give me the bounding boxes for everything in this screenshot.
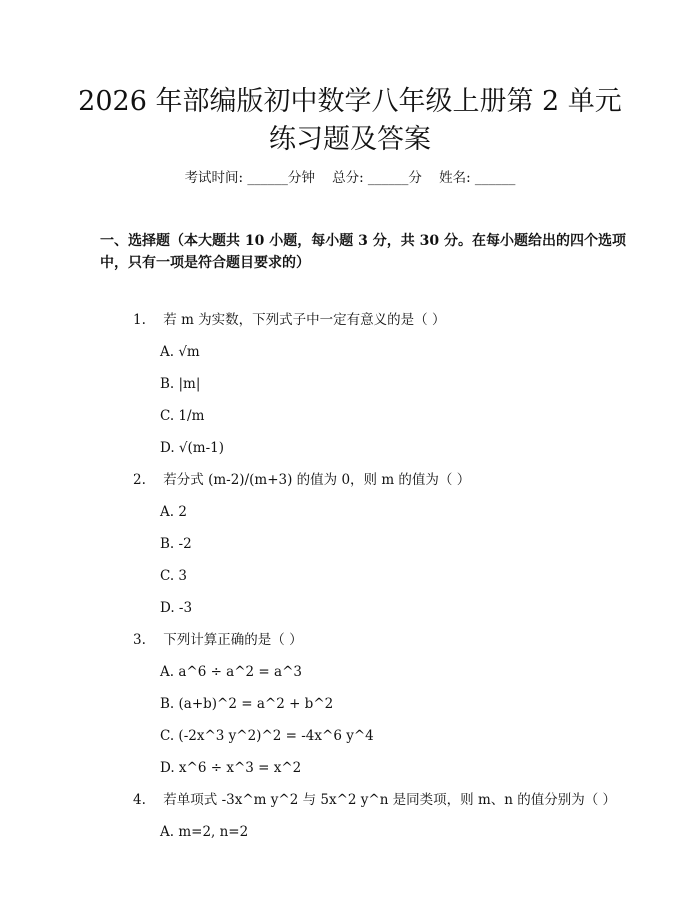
question-2-option-c: C. 3 <box>160 568 188 584</box>
question-1 <box>133 310 445 330</box>
question-1-option-b: B. |m| <box>160 376 201 392</box>
question-3 <box>133 630 303 650</box>
document-title-line-1: 2026 年部编版初中数学八年级上册第 2 单元 <box>78 86 622 117</box>
question-1-option-c: C. 1/m <box>160 408 205 424</box>
question-3-option-d: D. x^6 ÷ x^3 = x^2 <box>160 760 302 776</box>
question-text: 若 m 为实数，下列式子中一定有意义的是（ ） <box>163 312 446 328</box>
question-number: 2. <box>133 472 146 488</box>
question-2-option-a: A. 2 <box>160 504 187 520</box>
question-2-option-d: D. -3 <box>160 600 193 616</box>
question-number: 1. <box>133 312 146 328</box>
question-text: 下列计算正确的是（ ） <box>163 632 303 648</box>
question-2 <box>133 470 470 490</box>
question-2-option-b: B. -2 <box>160 536 192 552</box>
exam-meta-line: 考试时间: ______分钟 总分: ______分 姓名: ______ <box>184 170 516 186</box>
section-heading: 一、选择题（本大题共 10 小题，每小题 3 分，共 30 分。在每小题给出的四个选项中，只有一项是符合题目要求的） <box>100 233 626 271</box>
question-1-option-a: A. √m <box>160 344 200 360</box>
question-1-option-d: D. √(m-1) <box>160 440 225 456</box>
question-3-option-a: A. a^6 ÷ a^2 = a^3 <box>160 664 302 680</box>
question-4-option-a: A. m=2, n=2 <box>160 824 249 840</box>
question-3-option-b: B. (a+b)^2 = a^2 + b^2 <box>160 696 334 712</box>
question-number: 3. <box>133 632 146 648</box>
document-title-line-2: 练习题及答案 <box>269 124 431 155</box>
question-3-option-c: C. (-2x^3 y^2)^2 = -4x^6 y^4 <box>160 728 374 744</box>
question-number: 4. <box>133 792 146 808</box>
question-text: 若分式 (m-2)/(m+3) 的值为 0，则 m 的值为（ ） <box>163 472 471 488</box>
question-text: 若单项式 -3x^m y^2 与 5x^2 y^n 是同类项，则 m、n 的值分别为（ ） <box>163 792 617 808</box>
question-4 <box>133 790 616 810</box>
